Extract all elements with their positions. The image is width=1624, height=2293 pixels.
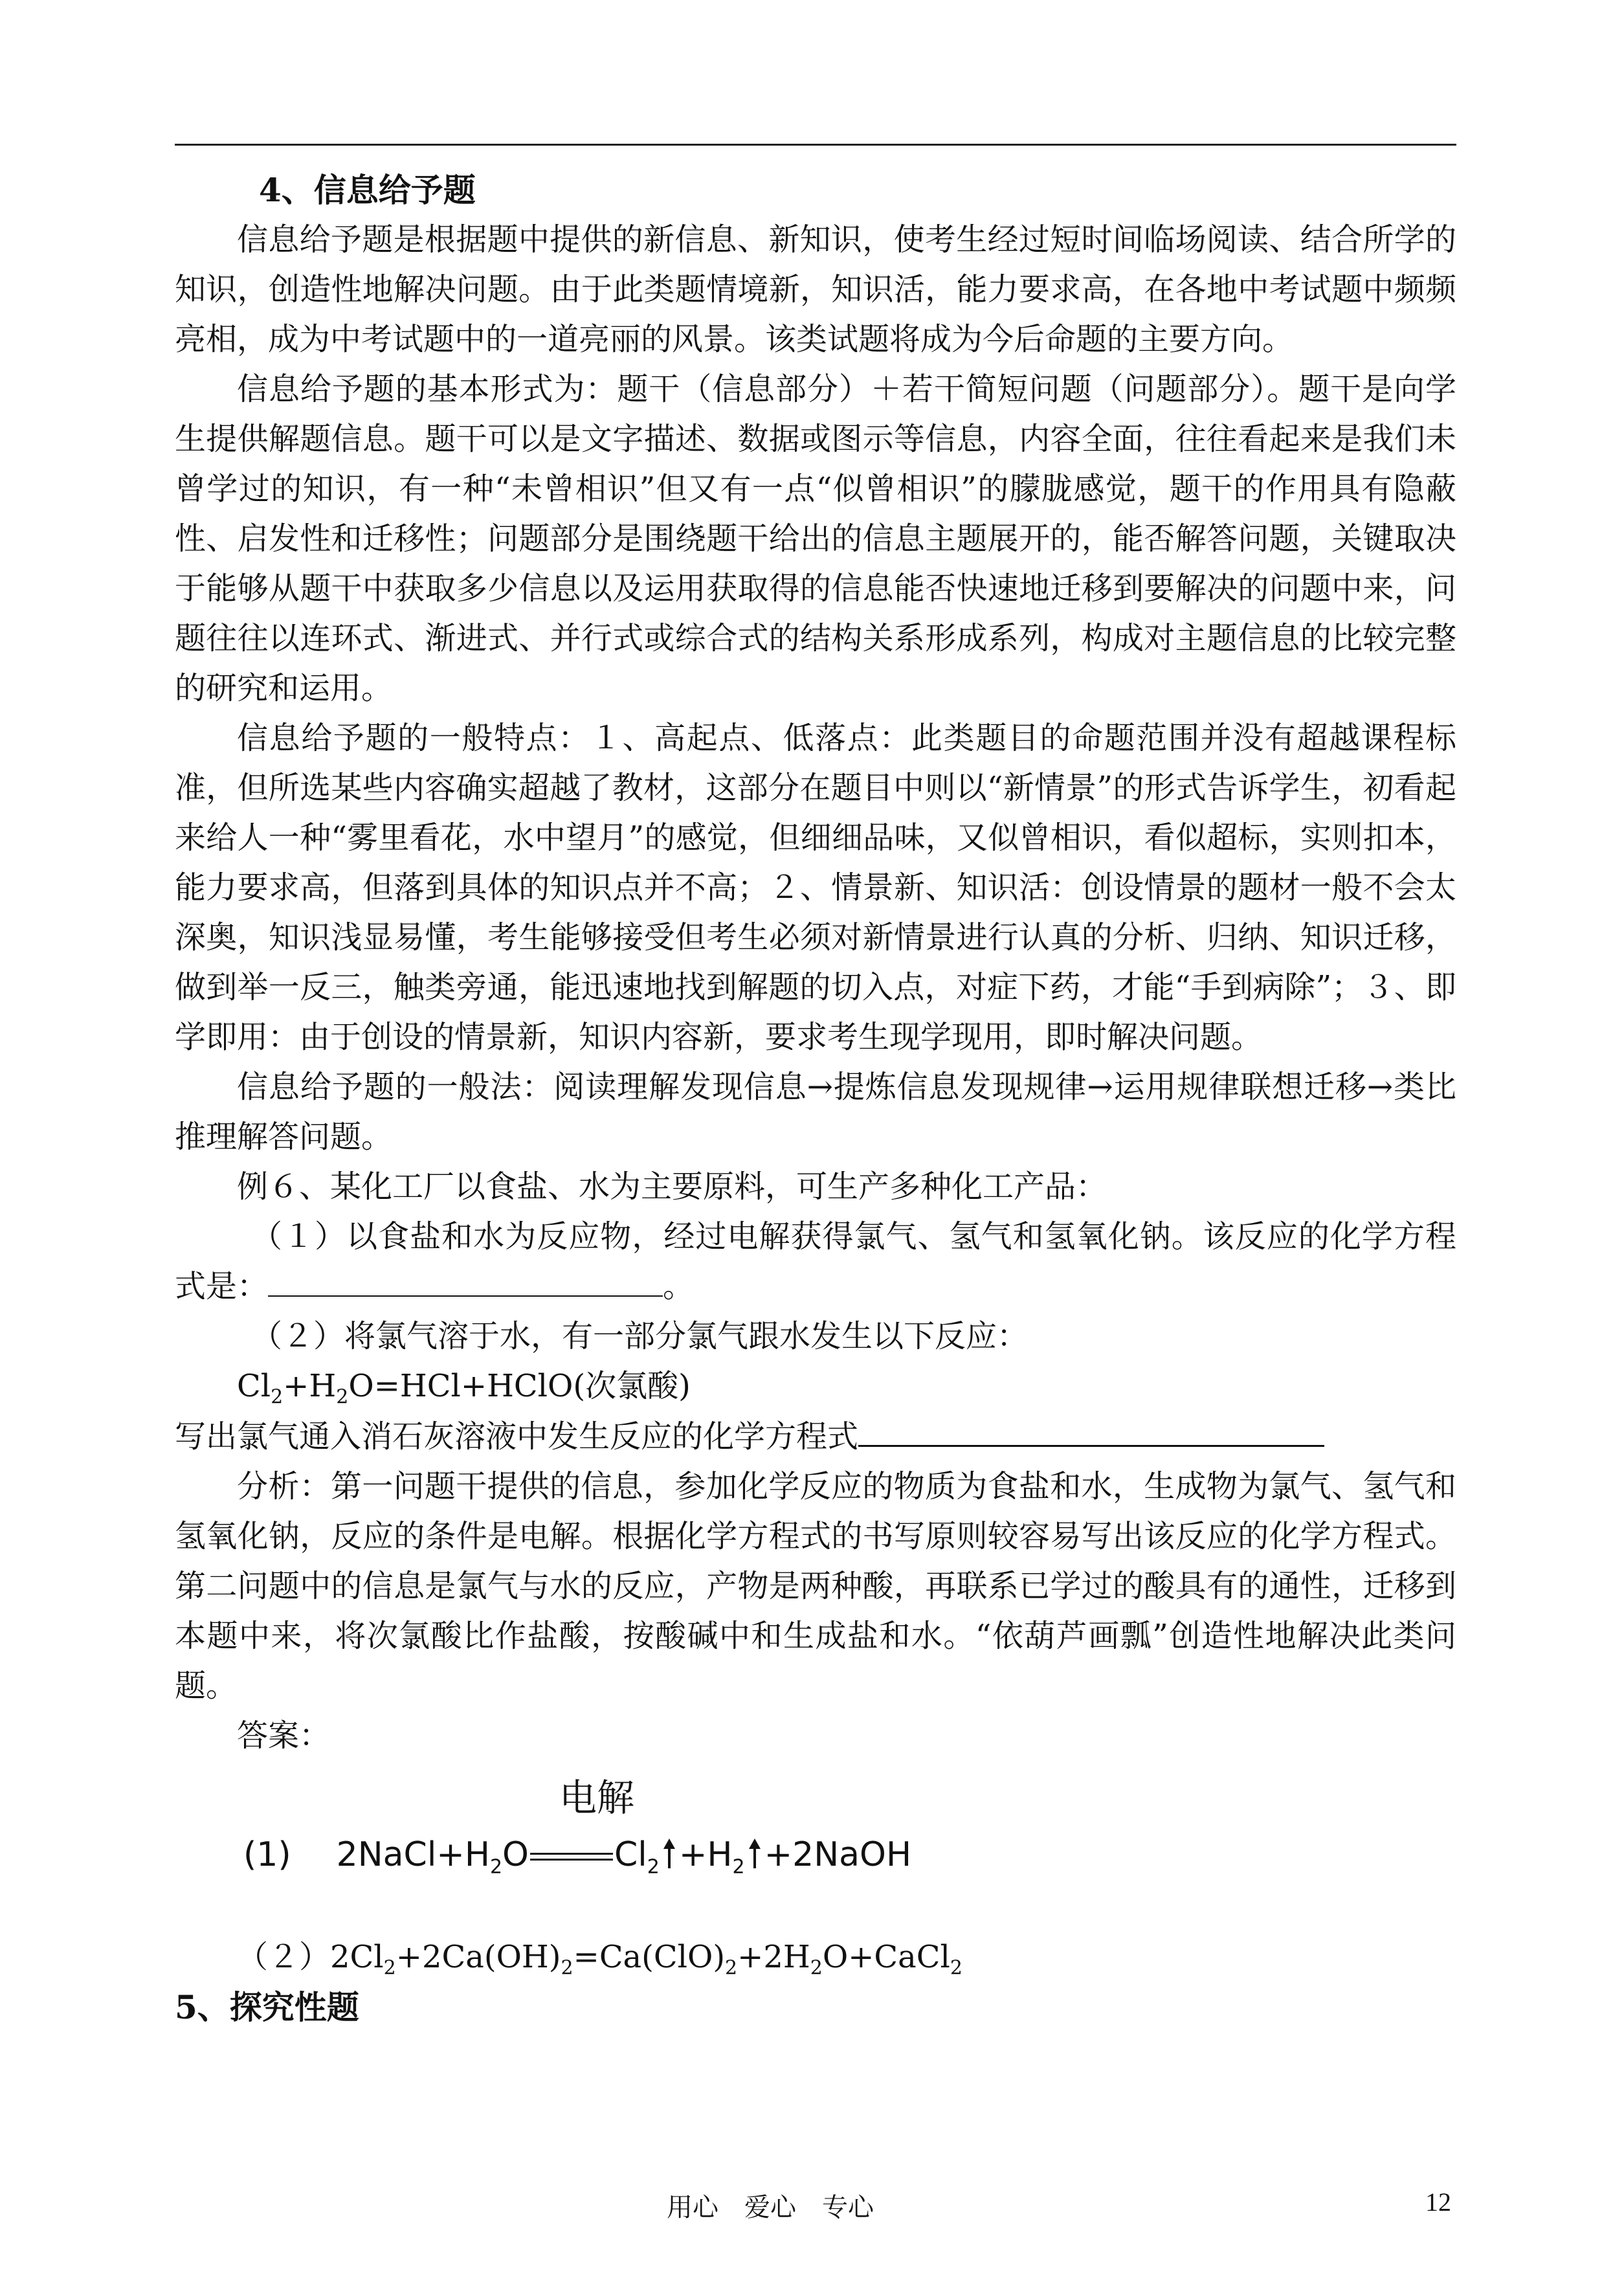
eq-text: O=HCl+HClO(次氯酸) [348, 1368, 691, 1404]
eq-text: +2H [737, 1939, 810, 1975]
eq-text: =Ca(ClO) [573, 1939, 726, 1975]
eq-subscript: 2 [950, 1956, 962, 1980]
question-2-ask [175, 1411, 1456, 1462]
paragraph-method: 信息给予题的一般法：阅读理解发现信息→提炼信息发现规律→运用规律联想迁移→类比推理解答问题。 [175, 1069, 1456, 1155]
eq-text: Cl [237, 1368, 271, 1404]
answer-1-number: (1) [243, 1835, 291, 1874]
paragraph-analysis: 分析：第一问题干提供的信息，参加化学反应的物质为食盐和水，生成物为氯气、氢气和氢氧化钠，反应的条件是电解。根据化学方程式的书写原则较容易写出该反应的化学方程式。第二问题中的信息是氯气与水的反应，产物是两种酸，再联系已学过的酸具有的通性，迁移到本题中来，将次氯酸比作盐酸，按酸碱中和生成盐和水。“依葫芦画瓢”创造性地解决此类问题。 [175, 1468, 1456, 1704]
eq-text: +2Ca(OH) [395, 1939, 561, 1975]
eq-text: +2NaOH [764, 1835, 912, 1874]
eq-subscript: 2 [271, 1385, 284, 1409]
equals-sign [530, 1850, 613, 1863]
answer-2-equation [175, 1932, 1456, 1982]
paragraph-basic-form: 信息给予题的基本形式为：题干（信息部分）＋若干简短问题（问题部分）。题干是向学生提供解题信息。题干可以是文字描述、数据或图示等信息，内容全面，往往看起来是我们未曾学过的知识，有一种“未曾相识”但又有一点“似曾相识”的朦胧感觉，题干的作用具有隐蔽性、启发性和迁移性；问题部分是围绕题干给出的信息主题展开的，能否解答问题，关键取决于能够从题干中获取多少信息以及运用获取得的信息能否快速地迁移到要解决的问题中来，问题往往以连环式、渐进式、并行式或综合式的结构关系形成系列，构成对主题信息的比较完整的研究和运用。 [175, 371, 1456, 706]
eq-text: O [502, 1835, 529, 1874]
eq-subscript: 2 [810, 1956, 823, 1980]
answer-2-number: （２） [237, 1939, 331, 1975]
section-5-heading: 5、探究性题 [175, 1988, 359, 2026]
eq-subscript: 2 [336, 1385, 349, 1409]
answer-blank-2[interactable] [858, 1411, 1324, 1447]
page-number: 12 [1425, 2187, 1451, 2217]
paragraph-intro: 信息给予题是根据题中提供的新信息、新知识，使考生经过短时间临场阅读、结合所学的知识，创造性地解决问题。由于此类题情境新，知识活，能力要求高，在各地中考试题中频频亮相，成为中考试题中的一道亮丽的风景。该类试题将成为今后命题的主要方向。 [175, 221, 1456, 357]
eq-subscript: 2 [732, 1855, 745, 1879]
gas-arrow-icon [663, 1839, 675, 1868]
question-1-text: （１）以食盐和水为反应物，经过电解获得氯气、氢气和氢氧化钠。该反应的化学方程式是： [175, 1218, 1456, 1304]
eq-subscript: 2 [383, 1956, 396, 1980]
page-body [175, 165, 1456, 2032]
eq-text: +H [283, 1368, 337, 1404]
answer-1-line [243, 1835, 912, 1879]
eq-subscript: 2 [725, 1956, 738, 1980]
gas-arrow-icon [749, 1839, 761, 1868]
eq-text: +H [678, 1835, 733, 1874]
reaction-condition: 电解 [559, 1776, 635, 1820]
section-4-heading: 4、信息给予题 [259, 171, 476, 209]
answer-label: 答案： [237, 1717, 331, 1754]
footer-text: 用心 爱心 专心 [667, 2193, 874, 2222]
header-rule [175, 144, 1456, 146]
question-2-ask-text: 写出氯气通入消石灰溶液中发生反应的化学方程式 [175, 1418, 859, 1455]
eq-subscript: 2 [489, 1855, 503, 1879]
paragraph-features: 信息给予题的一般特点：１、高起点、低落点：此类题目的命题范围并没有超越课程标准，但所选某些内容确实超越了教材，这部分在题目中则以“新情景”的形式告诉学生，初看起来给人一种“雾里看花，水中望月”的感觉，但细细品味，又似曾相识，看似超标，实则扣本，能力要求高，但落到具体的知识点并不高；２、情景新、知识活：创设情景的题材一般不会太深奥，知识浅显易懂，考生能够接受但考生必须对新情景进行认真的分析、归纳、知识迁移，做到举一反三，触类旁通，能迅速地找到解题的切入点，对症下药，才能“手到病除”；３、即学即用：由于创设的情景新，知识内容新，要求考生现学现用，即时解决问题。 [175, 720, 1456, 1055]
example-6-intro: 例６、某化工厂以食盐、水为主要原料，可生产多种化工产品： [237, 1169, 1107, 1205]
answer-blank-1[interactable] [268, 1262, 663, 1297]
eq-text: 2Cl [330, 1939, 384, 1975]
eq-subscript: 2 [647, 1855, 660, 1879]
chlorine-water-equation [175, 1361, 1456, 1411]
example-6-question-1 [175, 1212, 1456, 1312]
eq-text: O+CaCl [822, 1939, 950, 1975]
answer-1-equation [175, 1767, 1456, 1919]
eq-subscript: 2 [561, 1956, 573, 1980]
eq-text: 2NaCl+H [336, 1835, 490, 1874]
eq-text: Cl [614, 1835, 647, 1874]
example-6-question-2: （２）将氯气溶于水，有一部分氯气跟水发生以下反应： [251, 1318, 1029, 1354]
question-1-end: 。 [663, 1268, 695, 1304]
